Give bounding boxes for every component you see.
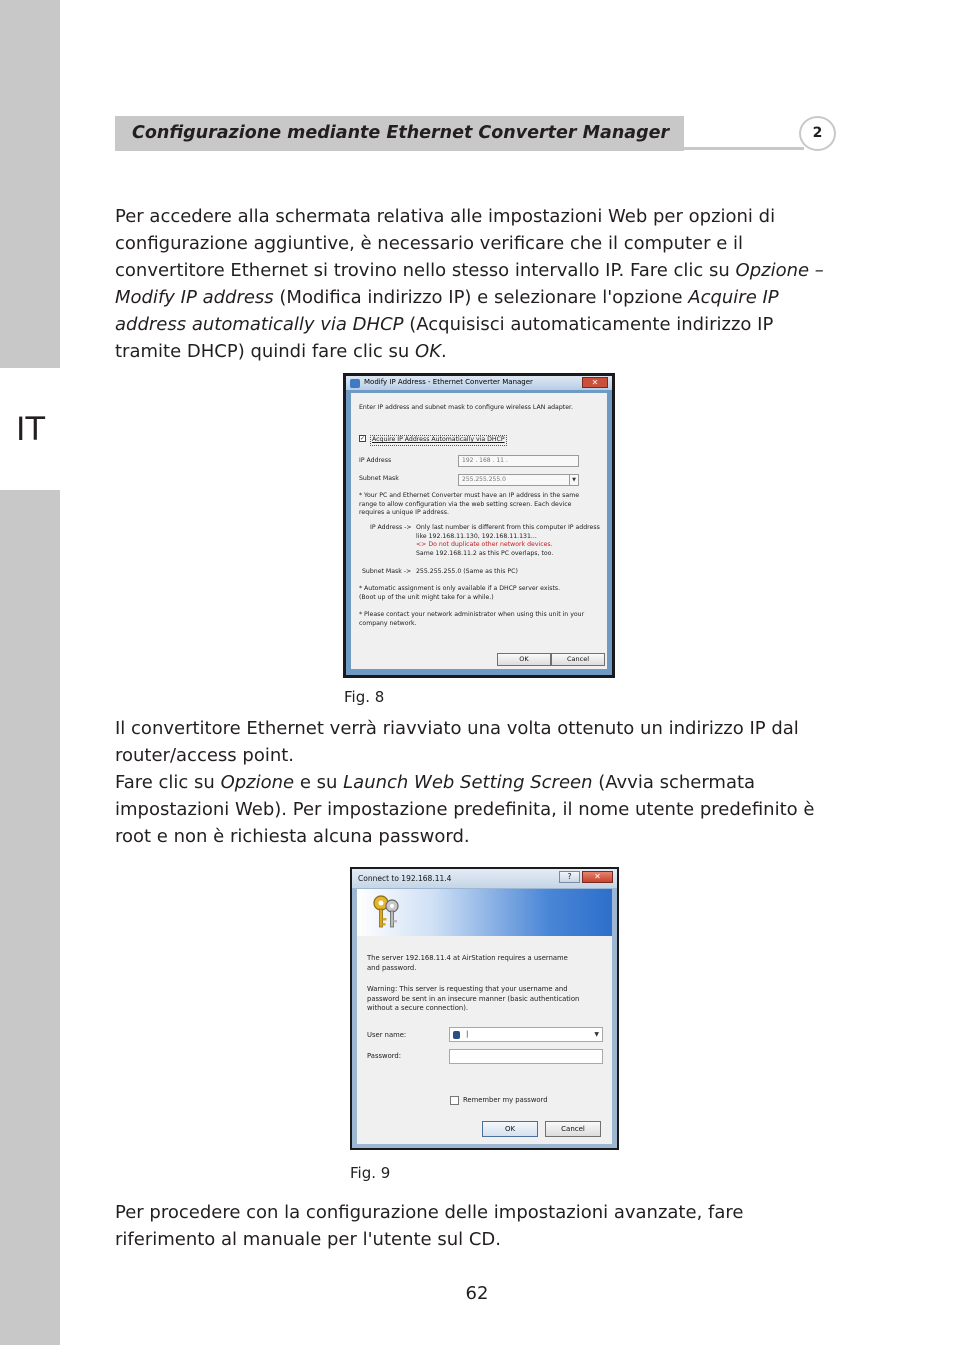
note-same-range-2: range to allow configuration via the web setting screen. Each device	[359, 500, 572, 508]
dialog-banner	[357, 889, 612, 936]
password-label: Password:	[367, 1052, 402, 1060]
close-button[interactable]: ✕	[582, 871, 613, 883]
modify-ip-dialog	[343, 373, 615, 678]
note-same-range-1: * Your PC and Ethernet Converter must have an IP address in the same	[359, 492, 580, 499]
intro-paragraph	[115, 203, 845, 365]
subnet-hint: 255.255.255.0 (Same as this PC)	[416, 568, 518, 575]
chevron-down-icon: ▼	[569, 475, 578, 485]
launch-web-run: (Avvia schermata impostazioni Web). Per impostazione predefinita, il nome utente predefinito è root e non è richiesta alcuna password.	[115, 772, 815, 847]
ip-address-field[interactable]: 192 . 168 . 11 .	[458, 455, 579, 467]
dhcp-checkbox[interactable]	[359, 435, 366, 442]
launch-web-run: Launch Web Setting Screen	[343, 772, 593, 793]
launch-web-run: e su	[294, 772, 344, 793]
intro-run: Opzione – Modify IP address	[115, 260, 824, 308]
server-message-2: and password.	[367, 963, 417, 972]
section-header	[115, 116, 684, 151]
check-icon: ✓	[360, 435, 366, 442]
chevron-down-icon: ▼	[594, 1031, 599, 1038]
note-admin-2: company network.	[359, 619, 417, 627]
intro-run: OK	[415, 341, 442, 362]
close-button[interactable]: ✕	[582, 377, 608, 388]
server-message-1: The server 192.168.11.4 at AirStation requires a username	[367, 954, 568, 962]
ip-hint-label: IP Address ->	[370, 524, 412, 531]
ip-hint-warning: <> Do not duplicate other network devices.	[416, 541, 553, 548]
dialog-body	[351, 393, 607, 669]
intro-run: Acquire IP address automatically via DHCP	[115, 287, 779, 335]
password-field[interactable]	[449, 1049, 603, 1064]
ip-hint-1: Only last number is different from this computer IP address	[416, 524, 600, 531]
dialog-title: Connect to 192.168.11.4	[358, 874, 452, 883]
app-icon	[350, 379, 360, 388]
section-title: Configurazione mediante Ethernet Converter Manager	[132, 123, 670, 143]
intro-run: (Modifica indirizzo IP) e selezionare l'opzione	[273, 287, 689, 308]
language-label: IT	[16, 410, 45, 448]
username-combobox[interactable]	[449, 1027, 603, 1042]
subnet-mask-value: 255.255.255.0	[462, 476, 506, 483]
connect-dialog	[350, 867, 619, 1150]
warning-2: password be sent in an insecure manner (basic authentication	[367, 994, 580, 1003]
launch-web-run: Fare clic su	[115, 772, 221, 793]
restart-paragraph	[115, 715, 845, 850]
header-rule	[684, 147, 804, 150]
dhcp-checkbox-label[interactable]: Acquire IP Address Automatically via DHCP	[370, 435, 507, 446]
ip-hint-same: Same 192.168.11.2 as this PC overlaps, too.	[416, 549, 554, 557]
remember-password-checkbox[interactable]	[450, 1096, 459, 1105]
advanced-settings-paragraph: Per procedere con la configurazione delle impostazioni avanzate, fare riferimento al manuale per l'utente sul CD.	[115, 1202, 744, 1250]
cancel-button[interactable]: Cancel	[545, 1121, 601, 1137]
dialog-titlebar	[352, 869, 617, 888]
username-value: |	[466, 1030, 469, 1038]
dialog-titlebar	[346, 376, 612, 390]
subnet-mask-select[interactable]	[458, 474, 579, 486]
figure-8-caption: Fig. 8	[344, 688, 385, 706]
ok-button[interactable]: OK	[482, 1121, 538, 1137]
figure-9-caption: Fig. 9	[350, 1164, 391, 1182]
note-dhcp-2: (Boot up of the unit might take for a while.)	[359, 593, 494, 601]
intro-text: Enter IP address and subnet mask to configure wireless LAN adapter.	[359, 404, 573, 411]
restart-text: Il convertitore Ethernet verrà riavviato una volta ottenuto un indirizzo IP dal router/access point.	[115, 718, 799, 766]
username-label: User name:	[367, 1031, 407, 1039]
language-strip-bottom	[0, 490, 60, 1345]
subnet-mask-label: Subnet Mask	[359, 475, 399, 482]
warning-3: without a secure connection).	[367, 1004, 469, 1013]
launch-web-text	[115, 769, 845, 850]
remember-password-label[interactable]: Remember my password	[463, 1096, 548, 1104]
ok-button[interactable]: OK	[497, 653, 551, 666]
intro-run: (Acquisisci automaticamente indirizzo IP tramite DHCP) quindi fare clic su	[115, 314, 774, 362]
ip-hint-2: like 192.168.11.130, 192.168.11.131...	[416, 532, 537, 540]
note-same-range-3: requires a unique IP address.	[359, 509, 449, 516]
user-icon	[453, 1031, 460, 1039]
dialog-title: Modify IP Address - Ethernet Converter Manager	[364, 378, 533, 386]
note-admin-1: * Please contact your network administrator when using this unit in your	[359, 611, 585, 618]
keys-icon	[371, 894, 401, 930]
cancel-button[interactable]: Cancel	[551, 653, 605, 666]
chapter-badge: 2	[799, 116, 836, 151]
note-dhcp-1: * Automatic assignment is only available if a DHCP server exists.	[359, 585, 561, 592]
subnet-hint-label: Subnet Mask ->	[362, 568, 412, 575]
intro-run: Per accedere alla schermata relativa alle impostazioni Web per opzioni di configurazione aggiuntive, è necessario verificare che il computer e il convertitore Ethernet si trovino nello stesso intervallo IP. Fare clic su	[115, 206, 776, 281]
page-number: 62	[465, 1283, 489, 1304]
help-button[interactable]: ?	[559, 871, 580, 883]
ip-address-label: IP Address	[359, 457, 392, 464]
intro-run: .	[441, 341, 447, 362]
warning-1: Warning: This server is requesting that your username and	[367, 985, 568, 993]
launch-web-run: Opzione	[220, 772, 295, 793]
dialog-body	[357, 889, 612, 1144]
language-strip-top	[0, 0, 60, 368]
